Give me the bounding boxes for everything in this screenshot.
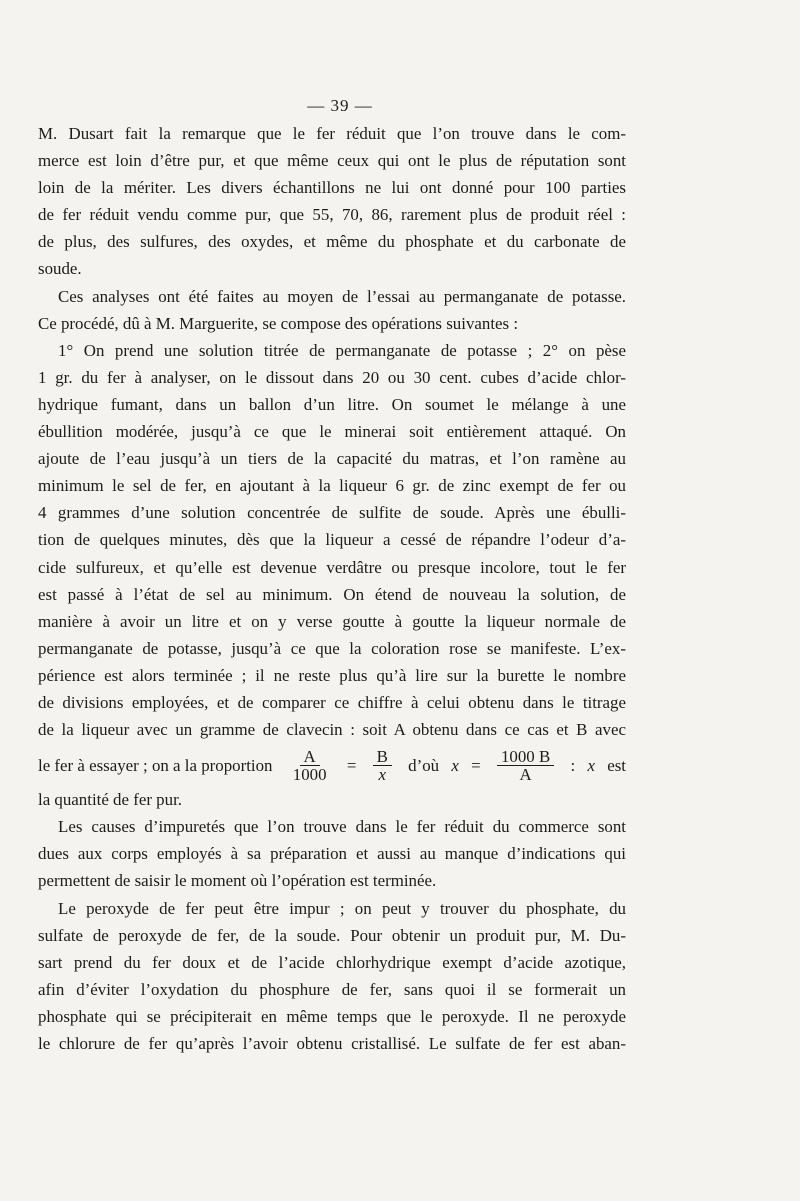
formula-line	[38, 744, 626, 786]
text-line: Ce procédé, dû à M. Marguerite, se compose des opérations suivantes :	[38, 313, 519, 333]
text-line: loin de la mériter. Les divers échantillons ne lui ont donné pour 100 parties	[38, 178, 626, 198]
formula-lead: le fer à essayer ; on a la proportion	[38, 755, 273, 775]
text-line: de divisions employées, et de comparer ce chiffre à celui obtenu dans le titrage	[38, 692, 626, 712]
text-line: manière à avoir un litre et on y verse goutte à goutte la liqueur normale de	[38, 611, 626, 631]
text-line: M. Dusart fait la remarque que le fer réduit que l’on trouve dans le com-	[38, 124, 626, 143]
text-line: périence est alors terminée ; il ne reste plus qu’à lire sur la burette le nombre	[38, 665, 626, 685]
text-line: minimum le sel de fer, en ajoutant à la liqueur 6 gr. de zinc exempt de fer ou	[38, 476, 626, 496]
text-line: afin d’éviter l’oxydation du phosphure de fer, sans quoi il se formerait un	[38, 979, 626, 999]
text-line: sart prend du fer doux et de l’acide chlorhydrique exempt d’acide azotique,	[38, 952, 626, 972]
text-line: Le peroxyde de fer peut être impur ; on peut y trouver du phosphate, du	[58, 898, 626, 918]
text-line: merce est loin d’être pur, et que même ceux qui ont le plus de réputation sont	[38, 151, 626, 171]
text-line: permettent de saisir le moment où l’opération est terminée.	[38, 871, 437, 891]
text-line: Ces analyses ont été faites au moyen de l’essai au permanganate de potasse.	[58, 286, 626, 306]
formula-variable: x	[587, 755, 595, 775]
text-line: soude.	[38, 259, 82, 279]
text-line: de la liqueur avec un gramme de clavecin : soit A obtenu dans ce cas et B avec	[38, 720, 626, 740]
formula-mid: d’où	[408, 755, 440, 775]
equals-sign: =	[471, 755, 481, 775]
fraction-a-over-1000	[289, 748, 331, 783]
text-line: 4 grammes d’une solution concentrée de sulfite de soude. Après une ébulli-	[38, 503, 626, 523]
page-number: — 39 —	[307, 96, 373, 115]
fraction-numerator: A	[300, 748, 320, 766]
text-line: 1° On prend une solution titrée de permanganate de potasse ; 2° on pèse	[58, 340, 626, 360]
fraction-1000b-over-a	[497, 748, 554, 783]
text-line: permanganate de potasse, jusqu’à ce que la coloration rose se manifeste. L’ex-	[38, 638, 626, 658]
text-line: ébullition modérée, jusqu’à ce que le minerai soit entièrement attaqué. On	[38, 422, 626, 442]
fraction-denominator: x	[378, 764, 386, 784]
text-line: la quantité de fer pur.	[38, 790, 182, 810]
fraction-denominator: 1000	[292, 764, 327, 784]
text-line: hydrique fumant, dans un ballon d’un litre. On soumet le mélange à une	[38, 394, 626, 414]
text-line: de fer réduit vendu comme pur, que 55, 70, 86, rarement plus de produit réel :	[38, 205, 626, 225]
text-line: le chlorure de fer qu’après l’avoir obtenu cristallisé. Le sulfate de fer est aban-	[38, 1034, 626, 1053]
text-line: est passé à l’état de sel au minimum. On étend de nouveau la solution, de	[38, 584, 626, 604]
formula-colon: :	[570, 755, 576, 775]
text-line: Les causes d’impuretés que l’on trouve dans le fer réduit du commerce sont	[58, 817, 626, 837]
text-line: tion de quelques minutes, dès que la liqueur a cessé de répandre l’odeur d’a-	[38, 530, 626, 550]
equals-sign: =	[346, 755, 357, 775]
text-line: 1 gr. du fer à analyser, on le dissout dans 20 ou 30 cent. cubes d’acide chlor-	[38, 367, 626, 387]
fraction-b-over-x	[373, 748, 392, 783]
text-line: dues aux corps employés à sa préparation et aussi au manque d’indications qui	[38, 844, 626, 864]
formula-variable: x	[451, 755, 459, 775]
fraction-denominator: A	[519, 764, 532, 784]
text-line: cide sulfureux, et qu’elle est devenue verdâtre ou presque incolore, tout le fer	[38, 557, 626, 577]
fraction-numerator: 1000 B	[497, 748, 554, 766]
text-line: sulfate de peroxyde de fer, de la soude. Pour obtenir un produit pur, M. Du-	[38, 925, 626, 945]
body-text	[38, 120, 626, 1057]
text-line: ajoute de l’eau jusqu’à un tiers de la capacité du matras, et l’on ramène au	[38, 449, 626, 469]
text-line: de plus, des sulfures, des oxydes, et même du phosphate et du carbonate de	[38, 232, 626, 252]
text-line: phosphate qui se précipiterait en même temps que le peroxyde. Il ne peroxyde	[38, 1006, 626, 1026]
fraction-numerator: B	[373, 748, 392, 766]
formula-tail: est	[607, 755, 626, 775]
